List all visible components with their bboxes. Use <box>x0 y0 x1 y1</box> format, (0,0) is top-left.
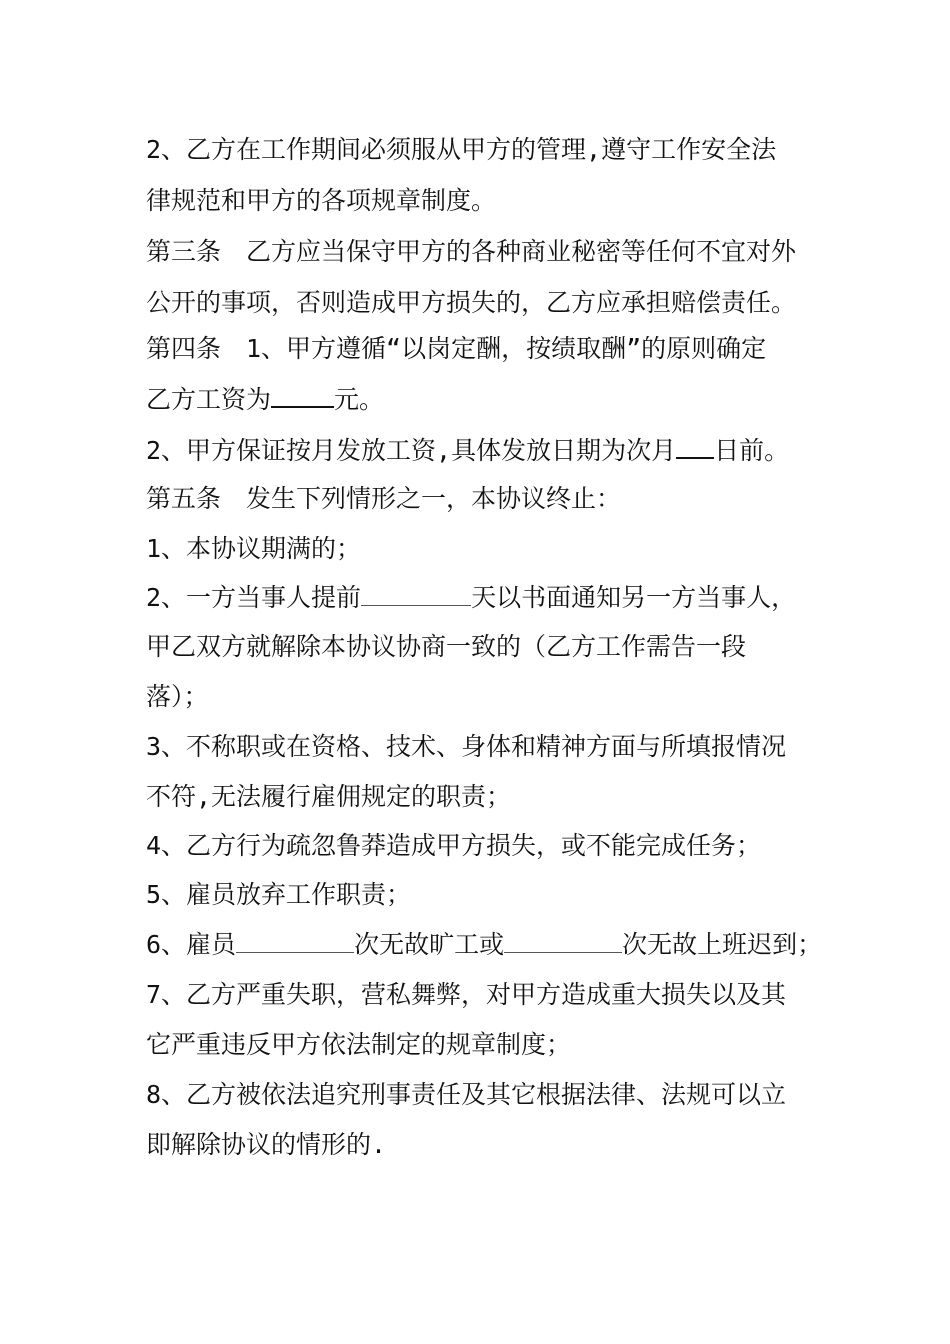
list-item <box>146 879 411 911</box>
line-text: 5、雇员放弃工作职责； <box>146 880 412 909</box>
line-text: 即解除协议的情形的. <box>146 1130 387 1159</box>
line-text: 3、不称职或在资格、技术、身体和精神方面与所填报情况 <box>146 732 787 761</box>
line-text: 1、本协议期满的； <box>146 534 362 563</box>
payday-line <box>146 435 789 467</box>
line-text-before-blank: 2、甲方保证按月发放工资,具体发放日期为次月 <box>146 436 677 465</box>
line-text: 7、乙方严重失职，营私舞弊，对甲方造成重大损失以及其 <box>146 980 787 1009</box>
line-text: 第四条 1、甲方遵循“以岗定酬，按绩取酬”的原则确定 <box>146 334 767 363</box>
article-4-line <box>146 333 766 365</box>
text-line <box>146 631 746 663</box>
line-text: 2、乙方在工作期间必须服从甲方的管理,遵守工作安全法 <box>146 135 777 164</box>
line-text-middle: 次无故旷工或 <box>354 930 505 959</box>
text-line <box>146 1029 571 1061</box>
list-item <box>146 830 761 862</box>
salary-blank <box>271 384 334 408</box>
payday-blank <box>676 435 714 459</box>
line-text-after-blank: 天以书面通知另一方当事人， <box>471 583 797 612</box>
list-item <box>146 1079 786 1111</box>
line-text: 不符,无法履行雇佣规定的职责； <box>146 782 512 811</box>
article-5-line <box>146 483 621 515</box>
salary-line <box>146 384 384 416</box>
text-line <box>146 287 796 319</box>
notice-line <box>146 582 796 614</box>
list-item <box>146 533 361 565</box>
line-text: 它严重违反甲方依法制定的规章制度； <box>146 1030 572 1059</box>
line-text-after-blank: 元。 <box>334 385 385 414</box>
line-text-after-blank: 次无故上班迟到； <box>622 930 823 959</box>
text-line <box>146 134 776 166</box>
line-text-before-blank: 乙方工资为 <box>146 385 272 414</box>
late-count-blank <box>504 930 622 953</box>
line-text: 落）； <box>146 682 209 711</box>
text-line <box>146 185 496 217</box>
list-item <box>146 731 786 763</box>
line-text: 8、乙方被依法追究刑事责任及其它根据法律、法规可以立 <box>146 1080 787 1109</box>
text-line <box>146 1129 386 1161</box>
line-text: 4、乙方行为疏忽鲁莽造成甲方损失，或不能完成任务； <box>146 831 762 860</box>
line-text: 第三条 乙方应当保守甲方的各种商业秘密等任何不宜对外 <box>146 237 797 266</box>
article-3-line <box>146 236 796 268</box>
list-item <box>146 979 786 1011</box>
line-text: 律规范和甲方的各项规章制度。 <box>146 186 497 215</box>
absence-line <box>146 929 822 961</box>
line-text: 第五条 发生下列情形之一，本协议终止： <box>146 484 622 513</box>
absence-count-blank <box>236 930 354 953</box>
line-text: 公开的事项，否则造成甲方损失的，乙方应承担赔偿责任。 <box>146 288 797 317</box>
line-text-after-blank: 日前。 <box>714 436 790 465</box>
text-line <box>146 681 209 713</box>
line-text: 甲乙双方就解除本协议协商一致的（乙方工作需告一段 <box>146 632 747 661</box>
line-text-before-blank: 2、一方当事人提前 <box>146 583 362 612</box>
line-text-before-blank: 6、雇员 <box>146 930 237 959</box>
text-line <box>146 781 511 813</box>
notice-days-blank <box>361 583 471 606</box>
